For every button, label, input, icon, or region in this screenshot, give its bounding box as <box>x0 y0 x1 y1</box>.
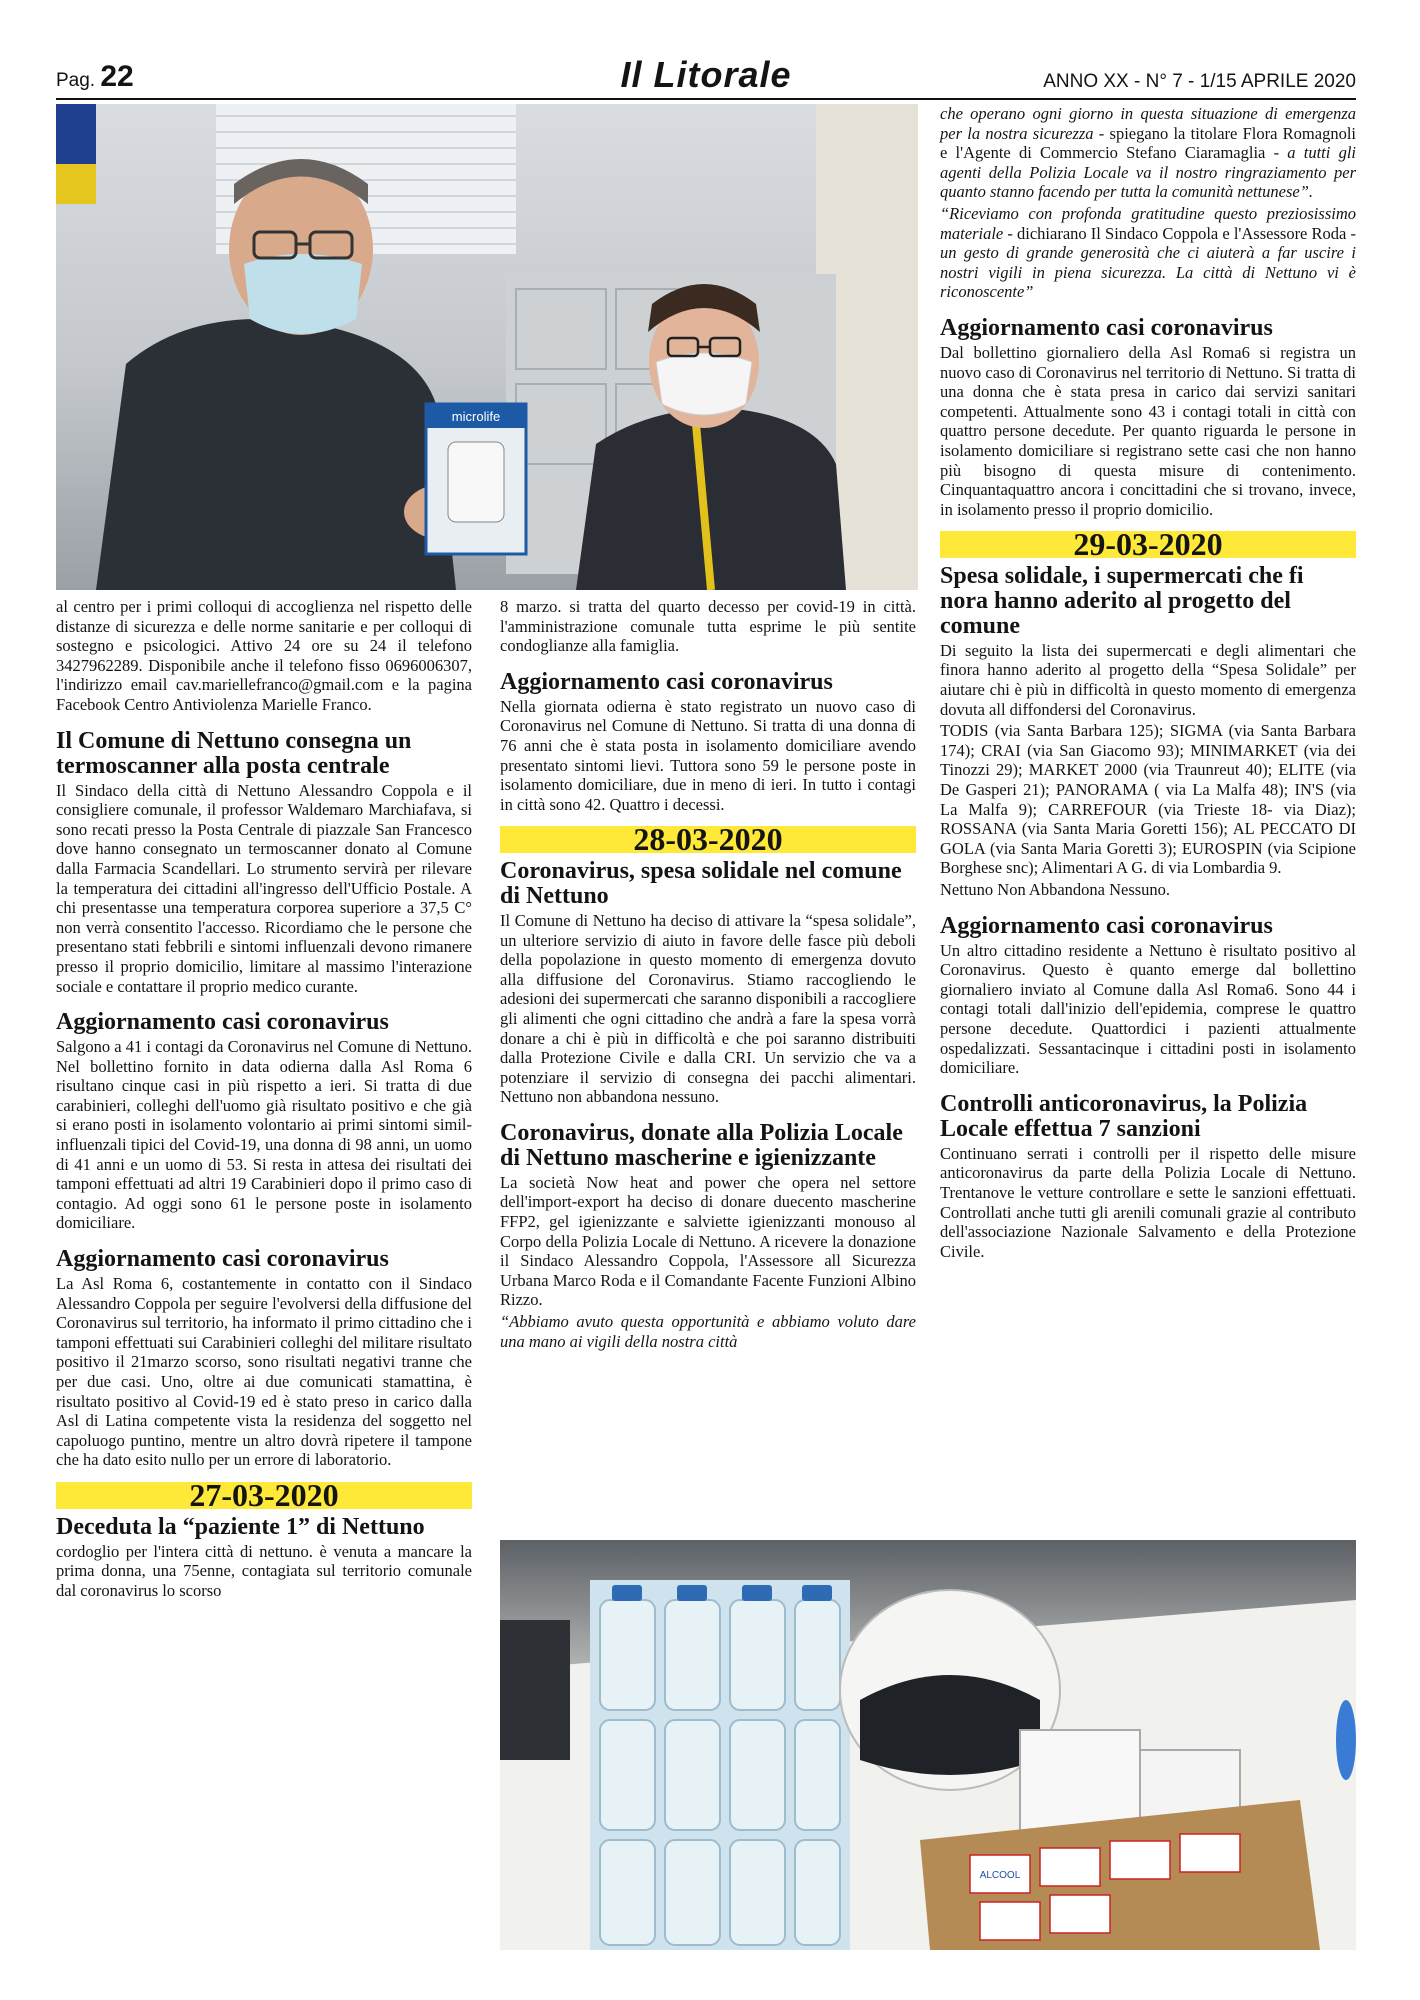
quote-part-b: - spiegano la titolare Flora Romagnoli e l'Agente di Commercio Stefano Ciaramaglia - <box>940 123 1356 163</box>
quote-part-d: “Riceviamo con profonda gratitudine questo preziosissimo materiale <box>940 203 1356 243</box>
quote-part-c: a tutti gli agenti della Polizia Locale va il nostro ringraziamento per quanto stanno facendo per tutta la comunità nettunese”. <box>940 143 1356 202</box>
paragraph-nessuno: Nettuno Non Abbandona Nessuno. <box>940 880 1171 899</box>
photo-donated-supplies <box>500 1540 1356 1950</box>
photo-termoscanner-illustration <box>56 104 918 590</box>
heading-aggiornamento-5: Aggiornamento casi coronavirus <box>940 912 1273 939</box>
paragraph-lista-supermercati: TODIS (via Santa Barbara 125); SIGMA (via Santa Barbara 174); CRAI (via San Giacomo 93); MINIMARKET (via dei Tinozzi 29); MARKET 2000 (via Traunreut 40); ELITE (via De Gasperi 21); PANORAMA ( via La Malfa 48); IN'S (via La Malfa 9); CARREFOUR (via Trieste 18- via Diaz); ROSSANA (via Santa Maria Goretti 156); AL PECCATO DI GOLA (via Santa Maria Goretti 3); EUROSPIN (via Scipione Borghese snc); Alimentari A G. di via Lombardia 9. <box>940 721 1356 878</box>
paragraph-quote-continued <box>940 104 1356 202</box>
paragraph-paziente-1: cordoglio per l'intera città di nettuno. è venuta a mancare la prima donna, una 75enne, contagiata sul territorio comunale dal coronavirus lo scorso <box>56 1541 472 1600</box>
quote-part-f: un gesto di grande generosità che ci aiuterà a far uscire i nostri vigili in piena sicurezza. La città di Nettuno vi è riconoscente” <box>940 243 1356 302</box>
page-prefix: Pag. <box>56 70 96 91</box>
paragraph-aggiornamento-4: Dal bollettino giornaliero della Asl Roma6 si registra un nuovo caso di Coronavirus nel territorio di Nettuno. Si tratta di una donna che è stata presa in carico dai servizi sanitari competenti. Attualmente sono 43 i contagi totali in città con quattro persone decedute. Per quanto riguarda le persone in isolamento domiciliare si registrano sette casi che non hanno più bisogno di questa misure di contenimento. Cinquantaquattro ancora i concittadini che si trovano, invece, in isolamento presso il proprio domicilio. <box>940 342 1356 519</box>
paragraph-aggiornamento-3: Nella giornata odierna è stato registrato un nuovo caso di Coronavirus nel Comune di Nettuno. Si tratta di una donna di 76 anni che è stata posta in isolamento domiciliare avendo presentato sintomi lievi. Tuttora sono 59 le persone poste in isolamento domiciliare, due in meno di ieri. In tutto i contagi in città sono 42. Quattro i decessi. <box>500 696 916 814</box>
date-band-29-03: 29-03-2020 <box>940 531 1356 558</box>
date-band-27-03: 27-03-2020 <box>56 1482 472 1509</box>
column-2 <box>500 597 916 1353</box>
paragraph-donazione-polizia: La società Now heat and power che opera nel settore dell'import-export ha deciso di donare duecento mascherine FFP2, gel igienizzante e salviette igienizzanti monouso al Corpo della Polizia Locale di Nettuno. A ricevere la donazione il Sindaco Alessandro Coppola, l'Assessore all Sicurezza Urbana Marco Roda e il Comandante Facente Funzioni Albino Rizzo. <box>500 1172 916 1310</box>
photo-termoscanner-handover <box>56 104 918 590</box>
heading-controlli: Controlli anticoronavirus, la Polizia Locale effettua 7 sanzioni <box>940 1090 1308 1142</box>
paragraph-aggiornamento-1: Salgono a 41 i contagi da Coronavirus nel Comune di Nettuno. Nel bollettino fornito in data odierna dalla Asl Roma 6 risultano cinque casi in più rispetto a ieri. Si tratta di due carabinieri, colleghi dell'uomo già risultato positivo e che già si erano posti in isolamento volontario ai primi sintomi simil-influenzali tipici del Covid-19, una donna di 98 anni, un uomo di 41 anni e un uomo di 53. Si resta in attesa dei risultati dei tamponi effettuati ad altri 19 Carabinieri dopo il primo caso di contagio. Ad oggi sono 61 le persone poste in isolamento domiciliare. <box>56 1037 472 1233</box>
paragraph-aggiornamento-5: Un altro cittadino residente a Nettuno è risultato positivo al Coronavirus. Questo è quanto emerge dal bollettino giornaliero inviato al Comune dalla Asl Roma6. Sono 44 i contagi totali dall'inizio dell'epidemia, comprese le quattro persone decedute. Quattordici i pazienti attualmente ospedalizzati. Sessantacinque i cittadini posti in isolamento domiciliare. <box>940 940 1356 1078</box>
heading-spesa-solidale: Coronavirus, spesa solidale nel comune di Nettuno <box>500 857 902 909</box>
issue-info: ANNO XX - N° 7 - 1/15 APRILE 2020 <box>1043 71 1356 92</box>
heading-donazione-polizia: Coronavirus, donate alla Polizia Locale di Nettuno mascherine e igienizzante <box>500 1119 903 1171</box>
paragraph-quote-donazione: “Abbiamo avuto questa opportunità e abbiamo voluto dare una mano ai vigili della nostra città <box>500 1312 916 1351</box>
heading-aggiornamento-2: Aggiornamento casi coronavirus <box>56 1246 389 1273</box>
wipe-label: ALCOOL <box>979 1870 1021 1881</box>
quote-part-e: - dichiarano Il Sindaco Coppola e l'Assessore Roda - <box>1003 223 1356 243</box>
paragraph-controlli: Continuano serrati i controlli per il rispetto delle misure anticoronavirus da parte della Polizia Locale di Nettuno. Trentanove le vetture controllare e sette le sanzioni effettuati. Controllati anche tutti gli arenili comunali grazie al contributo dell'associazione Nazionale Salvamento e della Protezione Civile. <box>940 1143 1356 1261</box>
heading-supermercati: Spesa solidale, i supermercati che fi nora hanno aderito al progetto del comune <box>940 562 1304 639</box>
date-band-28-03: 28-03-2020 <box>500 826 916 853</box>
paragraph-termoscanner: Il Sindaco della città di Nettuno Alessandro Coppola e il consigliere comunale, il professor Waldemaro Marchiafava, si sono recati presso la Posta Centrale di piazzale San Francesco dove hanno consegnato un termoscanner donato al Comune dalla Farmacia Scandellari. Lo strumento servirà per rilevare la temperatura dei cittadini all'ingresso dell'Ufficio Postale. A chi presentasse una temperatura corporea superiore a 37,5 C° non verrà consentito l'accesso. Ricordiamo che le persone che presentano stati febbrili e sintomi influenzali devono rimanere presso il proprio domicilio, limitare al massimo l'interazione sociale e contattare il proprio medico curante. <box>56 780 472 996</box>
box-label: microlife <box>451 409 501 424</box>
heading-termoscanner: Il Comune di Nettuno consegna un termoscanner alla posta centrale <box>56 727 412 779</box>
page-header <box>56 54 1356 100</box>
column-3 <box>940 104 1356 1263</box>
page-number: 22 <box>100 60 134 93</box>
paragraph-antiviolenza: al centro per i primi colloqui di accoglienza nel rispetto delle distanze di sicurezza e delle norme sanitarie e per colloqui di sostegno e psicologici. Attivo 24 ore su 24 il telefono 3427962289. Disponibile anche il telefono fisso 0696006307, l'indirizzo email cav.mariellefranco@gmail.com e la pagina Facebook Centro Antiviolenza Marielle Franco. <box>56 597 472 714</box>
paragraph-quote-sindaco <box>940 204 1356 302</box>
paragraph-spesa-solidale: Il Comune di Nettuno ha deciso di attivare la “spesa solidale”, un ulteriore servizio di aiuto in favore delle fasce più deboli della popolazione in questo momento di emergenza dovuto alla diffusione del Coronavirus. Stiamo raccogliendo le adesioni dei supermercati che saranno disponibili a raccogliere gli alimenti che ogni cittadino che andrà a fare la spesa vorrà donare a chi è più in difficoltà e che poi saranno distribuiti dalla Protezione Civile e dalla CRI. Un servizio che va a potenziare il servizio di consegna dei pacchi alimentari. Nettuno non abbandona nessuno. <box>500 910 916 1107</box>
paragraph-supermercati: Di seguito la lista dei supermercati e degli alimentari che finora hanno aderito al progetto della “Spesa Solidale” per aiutare chi è più in difficoltà in questo momento di emergenza dovuta all diffondersi del Coronavirus. <box>940 640 1356 719</box>
heading-aggiornamento-4: Aggiornamento casi coronavirus <box>940 314 1273 341</box>
quote-part-a: che operano ogni giorno in questa situazione di emergenza per la nostra sicurezza <box>940 104 1356 143</box>
heading-aggiornamento-3: Aggiornamento casi coronavirus <box>500 668 833 695</box>
paragraph-decesso: 8 marzo. si tratta del quarto decesso per covid-19 in città. l'amministrazione comunale tutta esprime le più sentite condoglianze alla famiglia. <box>500 597 916 656</box>
masthead: Il Litorale <box>620 54 792 95</box>
paragraph-aggiornamento-2: La Asl Roma 6, costantemente in contatto con il Sindaco Alessandro Coppola per seguire l'evolversi della diffusione del Coronavirus sul territorio, ha informato il primo cittadino che i tamponi effettuati sui Carabinieri colleghi del militare risultato positivo il 21marzo scorso, sono risultati negativi tranne che per due casi. Uno, oltre ai due comunicati stamattina, è risultato positivo al Covid-19 ed è stato preso in carico dalla Asl di Latina competente vista la residenza del soggetto nel capoluogo puntino, mentre un altro dovrà ripetere il tampone che ha dato esito nullo per un errore di laboratorio. <box>56 1274 472 1470</box>
photo-supplies-illustration <box>500 1540 1356 1950</box>
heading-aggiornamento-1: Aggiornamento casi coronavirus <box>56 1009 389 1036</box>
column-1 <box>56 597 472 1602</box>
heading-paziente-1: Deceduta la “paziente 1” di Nettuno <box>56 1513 425 1540</box>
